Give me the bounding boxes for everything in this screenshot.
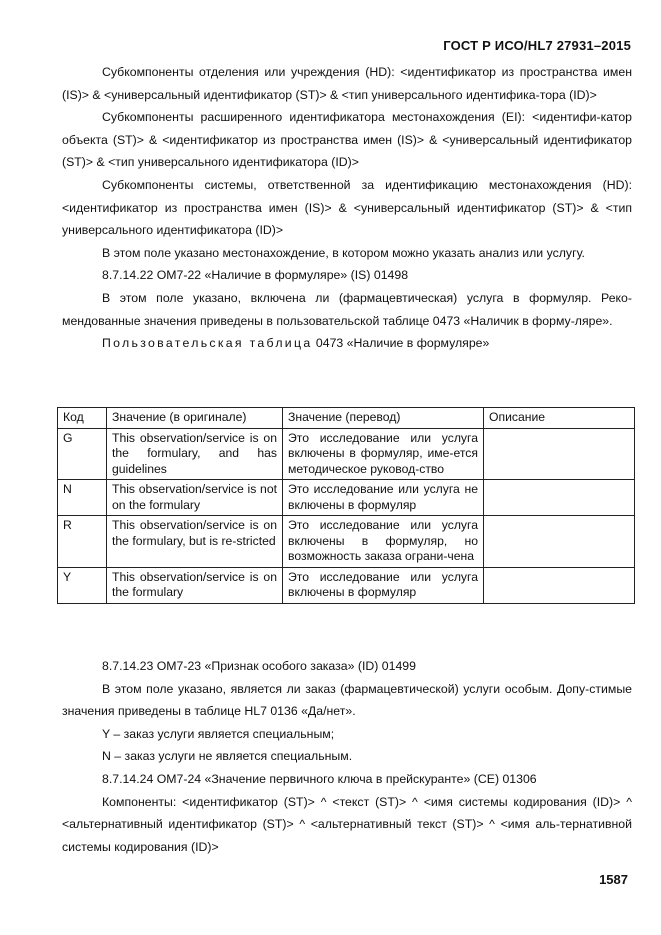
table-row <box>58 428 635 480</box>
header-description: Описание <box>484 408 635 429</box>
header-translation: Значение (перевод) <box>283 408 484 429</box>
section-heading: 8.7.14.24 OM7-24 «Значение первичного ключа в прейскуранте» (CE) 01306 <box>102 771 537 786</box>
cell-code: N <box>58 480 107 516</box>
cell-code: Y <box>58 567 107 603</box>
document-header: ГОСТ Р ИСО/HL7 27931–2015 <box>443 38 631 53</box>
cell-code: R <box>58 516 107 568</box>
cell-original: This observation/service is not on the formulary <box>107 480 283 516</box>
paragraph: Субкомпоненты расширенного идентификатора местонахождения (EI): <идентифи-катор объекта (ST)> & <идентификатор из пространства имен (IS)> & <универсальный идентификатор (ST)> & <тип универсального идентификатора (ID)> <box>62 110 632 170</box>
table-header-row <box>58 408 635 429</box>
paragraph: В этом поле указано, является ли заказ (фармацевтической) услуги особым. Допу-стимые значения приведены в таблице HL7 0136 «Да/нет». <box>62 681 632 719</box>
cell-description <box>484 516 635 568</box>
header-code: Код <box>58 408 107 429</box>
body-bottom <box>62 655 632 858</box>
section-heading: 8.7.14.22 OM7-22 «Наличие в формуляре» (IS) 01498 <box>102 268 409 283</box>
table-row <box>58 567 635 603</box>
cell-original: This observation/service is on the formulary <box>107 567 283 603</box>
paragraph: В этом поле указано, включена ли (фармацевтическая) услуга в формуляр. Реко-мендованные значения приведены в пользовательской таблице 0473 «Наличик в форму-ляре». <box>62 290 632 328</box>
paragraph: Компоненты: <идентификатор (ST)> ^ <текст (ST)> ^ <имя системы кодирования (ID)> ^ <альтернативный идентификатор (ST)> ^ <альтернативный текст (ST)> ^ <имя аль-тернативной системы кодирования (ID)> <box>62 794 632 854</box>
page-number: 1587 <box>599 872 628 887</box>
header-original: Значение (в оригинале) <box>107 408 283 429</box>
paragraph: Субкомпоненты системы, ответственной за идентификацию местонахождения (HD): <идентификатор из пространства имен (IS)> & <универсальный идентификатор (ST)> & <тип универсального идентификатора (ID)> <box>62 177 632 238</box>
cell-translation: Это исследование или услуга включены в формуляр, име-ется методическое руковод-ство <box>283 428 484 480</box>
table-caption <box>62 332 632 354</box>
cell-description <box>484 428 635 480</box>
cell-original: This observation/service is on the formulary, and has guidelines <box>107 428 283 480</box>
cell-code: G <box>58 428 107 480</box>
cell-translation: Это исследование или услуга включены в формуляр <box>283 567 484 603</box>
table-row <box>58 480 635 516</box>
section-heading: 8.7.14.23 OM7-23 «Признак особого заказа» (ID) 01499 <box>102 659 416 673</box>
cell-translation: Это исследование или услуга включены в формуляр, но возможность заказа ограни-чена <box>283 516 484 568</box>
paragraph: N – заказ услуги не является специальным. <box>102 749 353 764</box>
table-caption-label: Пользовательская таблица <box>102 336 313 351</box>
cell-description <box>484 567 635 603</box>
paragraph: В этом поле указано местонахождение, в котором можно указать анализ или услугу. <box>102 245 585 260</box>
paragraph: Субкомпоненты отделения или учреждения (HD): <идентификатор из пространства имен (IS)> & <универсальный идентификатор (ST)> & <тип универсального идентифика-тора (ID)> <box>62 65 632 102</box>
paragraph: Y – заказ услуги является специальным; <box>102 726 335 741</box>
cell-translation: Это исследование или услуга не включены в формуляр <box>283 480 484 516</box>
cell-original: This observation/service is on the formulary, but is re-stricted <box>107 516 283 568</box>
cell-description <box>484 480 635 516</box>
formulary-table <box>57 407 635 604</box>
table-caption-title: 0473 «Наличие в формуляре» <box>315 336 490 351</box>
body-top <box>62 61 632 354</box>
table-row <box>58 516 635 568</box>
